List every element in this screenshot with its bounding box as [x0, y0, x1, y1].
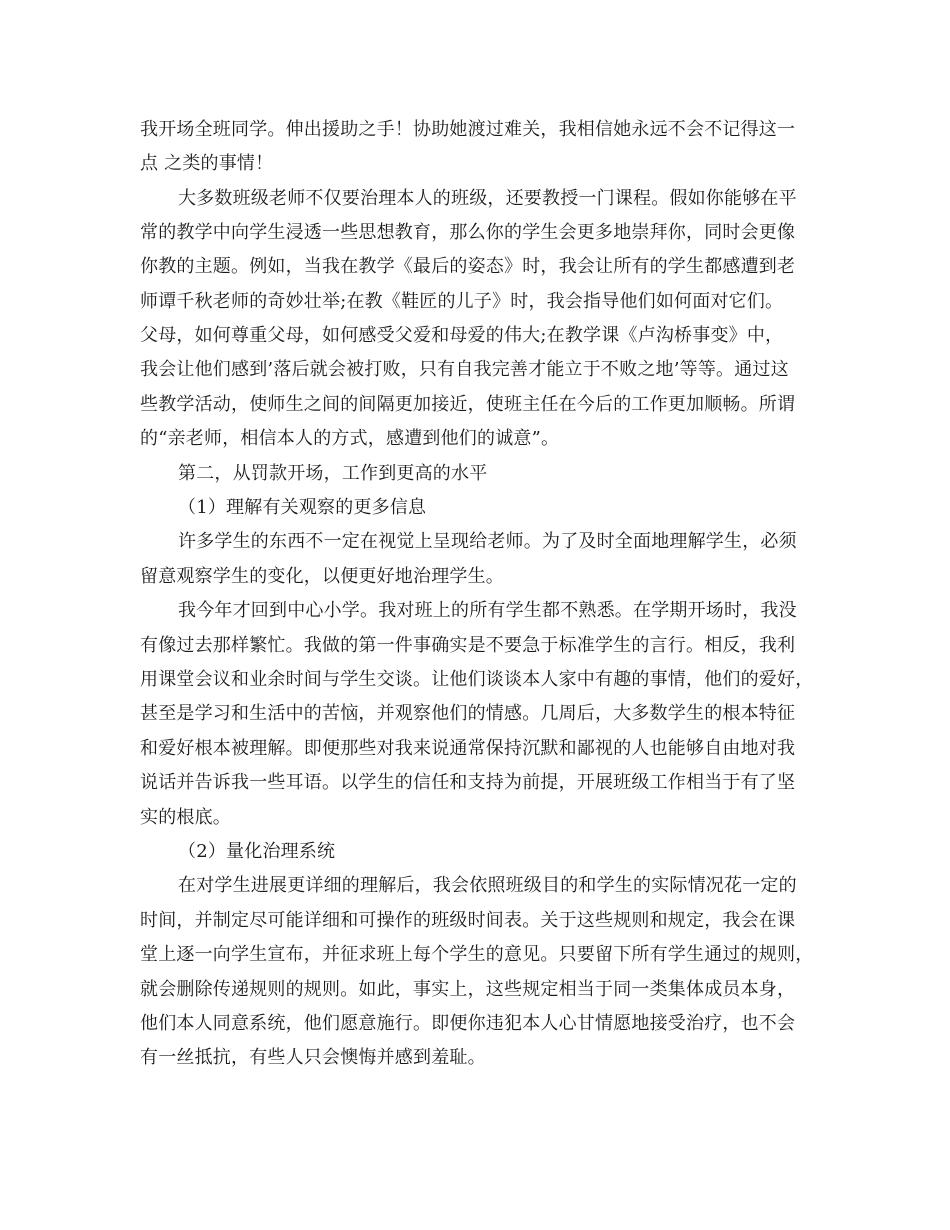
- text-line: 点 之类的事情！: [140, 153, 274, 174]
- text-line: 常的教学中向学生浸透一些思想教育，那么你的学生会更多地崇拜你，同时会更像: [140, 222, 796, 243]
- text-line: 师谭千秋老师的奇妙壮举;在教《鞋匠的儿子》时，我会指导他们如何面对它们。: [140, 291, 784, 312]
- text-line: 有像过去那样繁忙。我做的第一件事确实是不要急于标准学生的言行。相反，我利: [140, 635, 796, 656]
- section-heading: 第二，从罚款开场，工作到更高的水平: [178, 463, 488, 484]
- text-line: 我开场全班同学。伸出援助之手！协助她渡过难关，我相信她永远不会不记得这一: [140, 119, 796, 140]
- subsection-heading: （1）理解有关观察的更多信息: [178, 497, 427, 518]
- text-line: 些教学活动，使师生之间的间隔更加接近，使班主任在今后的工作更加顺畅。所谓: [140, 394, 796, 415]
- text-line: 时间，并制定尽可能详细和可操作的班级时间表。关于这些规则和规定，我会在课: [140, 910, 796, 931]
- text-line: 大多数班级老师不仅要治理本人的班级，还要教授一门课程。假如你能够在平: [178, 188, 797, 209]
- text-line: 他们本人同意系统，他们愿意施行。即便你违犯本人心甘情愿地接受治疗，也不会: [140, 1013, 796, 1034]
- text-line: 我会让他们感到’落后就会被打败，只有自我完善才能立于不败之地’等等。通过这: [140, 359, 789, 380]
- text-line: 许多学生的东西不一定在视觉上呈现给老师。为了及时全面地理解学生，必须: [178, 531, 797, 552]
- text-line: 用课堂会议和业余时间与学生交谈。让他们谈谈本人家中有趣的事情，他们的爱好，: [140, 669, 814, 690]
- text-line: 堂上逐一向学生宣布，并征求班上每个学生的意见。只要留下所有学生通过的规则，: [140, 944, 814, 965]
- text-line: 有一丝抵抗，有些人只会懊悔并感到羞耻。: [140, 1047, 486, 1068]
- text-line: 和爱好根本被理解。即便那些对我来说通常保持沉默和鄙视的人也能够自由地对我: [140, 738, 796, 759]
- text-line: 甚至是学习和生活中的苦恼，并观察他们的情感。几周后，大多数学生的根本特征: [140, 703, 796, 724]
- text-line: 我今年才回到中心小学。我对班上的所有学生都不熟悉。在学期开场时，我没: [178, 600, 797, 621]
- text-line: 的“亲老师，相信本人的方式，感遭到他们的诚意”。: [140, 428, 560, 449]
- text-line: 父母，如何尊重父母，如何感受父爱和母爱的伟大;在教学课《卢沟桥事变》中，: [140, 325, 784, 346]
- text-line: 在对学生进展更详细的理解后，我会依照班级目的和学生的实际情况花一定的: [178, 875, 797, 896]
- text-line: 说话并告诉我一些耳语。以学生的信任和支持为前提，开展班级工作相当于有了坚: [140, 772, 796, 793]
- text-line: 就会删除传递规则的规则。如此，事实上，这些规定相当于同一类集体成员本身，: [140, 979, 796, 1000]
- subsection-heading: （2）量化治理系统: [178, 841, 336, 862]
- text-line: 留意观察学生的变化，以便更好地治理学生。: [140, 566, 504, 587]
- text-line: 实的根底。: [140, 807, 231, 828]
- text-line: 你教的主题。例如，当我在教学《最后的姿态》时，我会让所有的学生都感遭到老: [140, 256, 796, 277]
